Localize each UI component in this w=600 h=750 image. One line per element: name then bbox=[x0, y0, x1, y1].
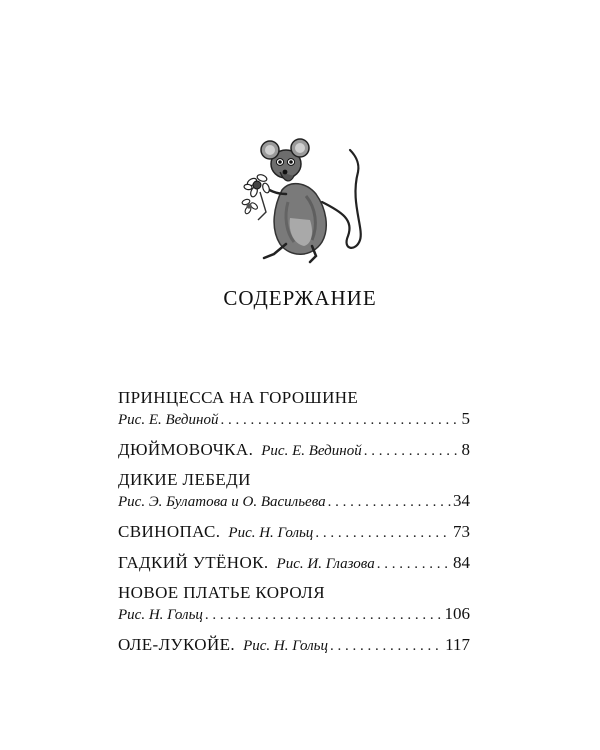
toc-entry-page: 34 bbox=[453, 491, 470, 510]
toc-entry-credit: Рис. Н. Гольц bbox=[118, 607, 203, 623]
toc-entry-credit: Рис. Э. Булатова и О. Васильева bbox=[118, 494, 326, 510]
toc-entry-title: ПРИНЦЕССА НА ГОРОШИНЕ bbox=[118, 388, 359, 407]
dot-leader bbox=[330, 635, 443, 657]
dot-leader bbox=[328, 491, 451, 513]
toc-entry-page: 84 bbox=[453, 553, 470, 572]
toc-entry-page: 73 bbox=[453, 522, 470, 541]
toc-entry-title: ОЛЕ-ЛУКОЙЕ. bbox=[118, 635, 236, 654]
toc-entry-page: 5 bbox=[461, 409, 470, 428]
toc-entry[interactable] bbox=[118, 521, 470, 544]
toc-entry-credit: Рис. Н. Гольц bbox=[243, 638, 328, 654]
toc-entry-page: 117 bbox=[445, 635, 470, 654]
toc-entry-page: 8 bbox=[461, 440, 470, 459]
toc-entry-credit: Рис. Е. Вединой bbox=[118, 412, 219, 428]
toc-entry-title: НОВОЕ ПЛАТЬЕ КОРОЛЯ bbox=[118, 583, 325, 602]
toc-entry[interactable] bbox=[118, 388, 470, 431]
toc-entry[interactable] bbox=[118, 439, 470, 462]
contents-heading: СОДЕРЖАНИЕ bbox=[223, 286, 377, 310]
toc-entry[interactable] bbox=[118, 552, 470, 575]
dot-leader bbox=[205, 604, 443, 626]
dot-leader bbox=[220, 409, 459, 431]
toc-entry-credit: Рис. И. Глазова bbox=[276, 556, 375, 572]
dot-leader bbox=[315, 522, 451, 544]
toc-entry-title: ДЮЙМОВОЧКА. bbox=[118, 440, 254, 459]
toc-entry-title: ДИКИЕ ЛЕБЕДИ bbox=[118, 470, 251, 489]
dot-leader bbox=[377, 553, 451, 575]
toc-entry[interactable] bbox=[118, 634, 470, 657]
toc-entry[interactable] bbox=[118, 470, 470, 513]
toc-entry-credit: Рис. Е. Вединой bbox=[261, 443, 362, 459]
table-of-contents bbox=[118, 388, 470, 665]
toc-entry-title: СВИНОПАС. bbox=[118, 522, 221, 541]
toc-entry-credit: Рис. Н. Гольц bbox=[228, 525, 314, 541]
dot-leader bbox=[364, 440, 460, 462]
toc-entry-page: 106 bbox=[444, 604, 470, 623]
toc-entry[interactable] bbox=[118, 583, 470, 626]
toc-entry-title: ГАДКИЙ УТЁНОК. bbox=[118, 553, 269, 572]
mouse-holding-flower-icon bbox=[230, 132, 370, 267]
